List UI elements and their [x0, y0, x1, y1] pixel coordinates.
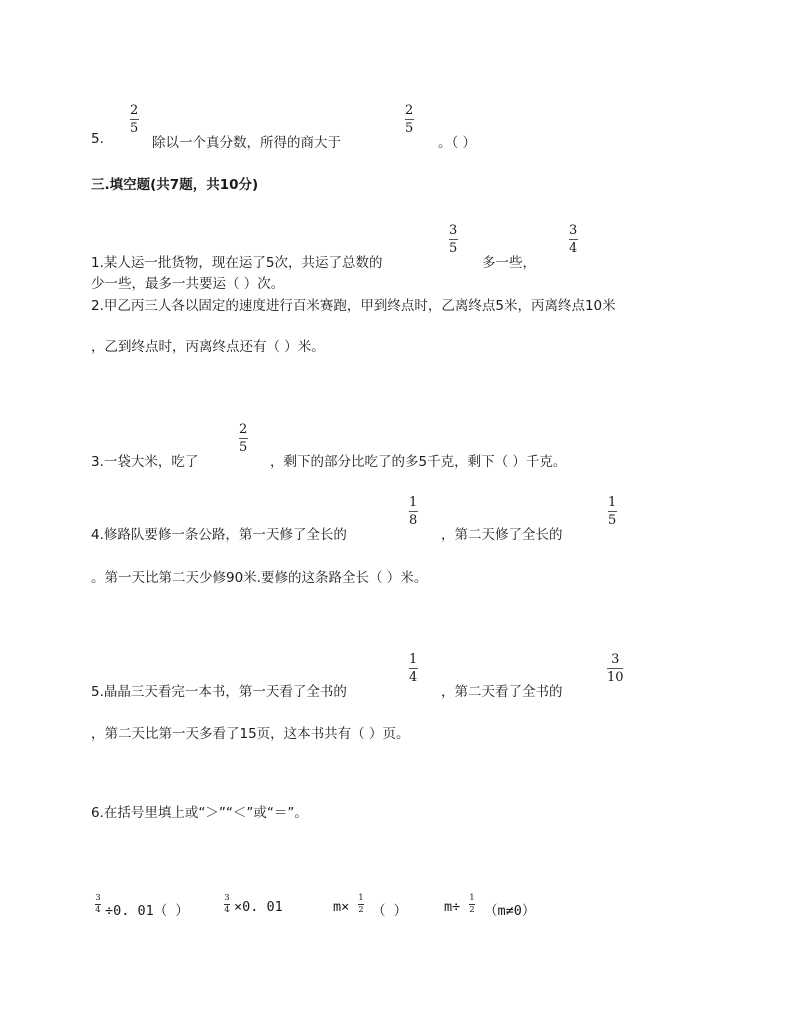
p5-fraction-1 [408, 653, 418, 684]
q5-fraction-2-den: 5 [405, 121, 414, 136]
p1-fraction-1-num: 3 [449, 223, 458, 238]
p6-a-fraction [95, 894, 101, 914]
p1-fraction-1 [448, 224, 458, 255]
p4-fraction-2-num: 1 [608, 495, 617, 510]
p4-text-1: 4.修路队要修一条公路，第一天修了全长的 [91, 527, 347, 543]
p4-fraction-2 [607, 496, 617, 527]
p5-text-3: ，第二天比第一天多看了15页，这本书共有（ ）页。 [91, 726, 410, 742]
p5-fraction-1-den: 4 [409, 670, 418, 685]
p4-fraction-1 [408, 496, 418, 527]
p5-fraction-2-den: 10 [607, 670, 624, 685]
p1-fraction-2-den: 4 [569, 241, 578, 256]
p5-text-1: 5.晶晶三天看完一本书，第一天看了全书的 [91, 684, 347, 700]
q5-text-2: 。（ ） [438, 135, 477, 151]
p1-fraction-2 [568, 224, 578, 255]
p3-text-1: 3.一袋大米，吃了 [91, 454, 199, 470]
p5-fraction-1-num: 1 [409, 652, 418, 667]
q5-text-1: 除以一个真分数，所得的商大于 [152, 135, 341, 151]
p6-d-fraction-den: 2 [469, 904, 475, 915]
q5-fraction-1-den: 5 [130, 121, 139, 136]
q5-fraction-2 [404, 104, 414, 135]
p6-a-text: ÷0. 01（ ） [105, 903, 189, 919]
p6-b-fraction [224, 894, 230, 914]
p3-fraction-1 [238, 423, 248, 454]
p4-text-2: ，第二天修了全长的 [441, 527, 563, 543]
p4-fraction-1-den: 8 [409, 513, 418, 528]
p6-c-fraction [358, 894, 364, 914]
p1-text-2: 多一些， [482, 255, 536, 271]
p6-b-text: ×0. 01 [234, 899, 283, 915]
q5-number: 5. [91, 131, 104, 147]
p5-fraction-2-num: 3 [611, 652, 620, 667]
p6-c-fraction-den: 2 [358, 904, 364, 915]
p6-c-paren: （ ） [372, 903, 408, 919]
p5-fraction-2 [607, 653, 624, 684]
p6-text-1: 6.在括号里填上或“＞”“＜”或“＝”。 [91, 805, 308, 821]
p1-text-1: 1.某人运一批货物，现在运了5次，共运了总数的 [91, 255, 383, 271]
p4-text-3: 。第一天比第二天少修90米.要修的这条路全长（ ）米。 [91, 570, 428, 586]
p1-fraction-2-num: 3 [569, 223, 578, 238]
q5-fraction-1-num: 2 [130, 103, 139, 118]
p6-d-fraction-num: 1 [469, 893, 475, 903]
p6-d-fraction [469, 894, 475, 914]
p5-text-2: ，第二天看了全书的 [441, 684, 563, 700]
p4-fraction-1-num: 1 [409, 495, 418, 510]
p6-b-fraction-num: 3 [224, 893, 230, 903]
p3-fraction-1-num: 2 [239, 422, 248, 437]
p6-c-fraction-num: 1 [358, 893, 364, 903]
p1-text-3: 少一些，最多一共要运（ ）次。 [91, 276, 285, 292]
p2-text-2: ，乙到终点时，丙离终点还有（ ）米。 [91, 339, 325, 355]
section-heading: 三.填空题(共7题，共10分) [91, 177, 259, 193]
p6-a-fraction-den: 4 [95, 904, 101, 915]
p3-fraction-1-den: 5 [239, 440, 248, 455]
p3-text-2: ，剩下的部分比吃了的多5千克，剩下（ ）千克。 [270, 454, 567, 470]
q5-fraction-2-num: 2 [405, 103, 414, 118]
q5-fraction-1 [129, 104, 139, 135]
p6-c-text: m× [333, 899, 350, 915]
p4-fraction-2-den: 5 [608, 513, 617, 528]
p6-d-text: m÷ [444, 899, 461, 915]
p6-d-condition: （m≠0） [484, 903, 536, 919]
p6-b-fraction-den: 4 [224, 904, 230, 915]
p6-a-fraction-num: 3 [95, 893, 101, 903]
p2-text-1: 2.甲乙丙三人各以固定的速度进行百米赛跑，甲到终点时，乙离终点5米，丙离终点10米 [91, 298, 616, 314]
p1-fraction-1-den: 5 [449, 241, 458, 256]
